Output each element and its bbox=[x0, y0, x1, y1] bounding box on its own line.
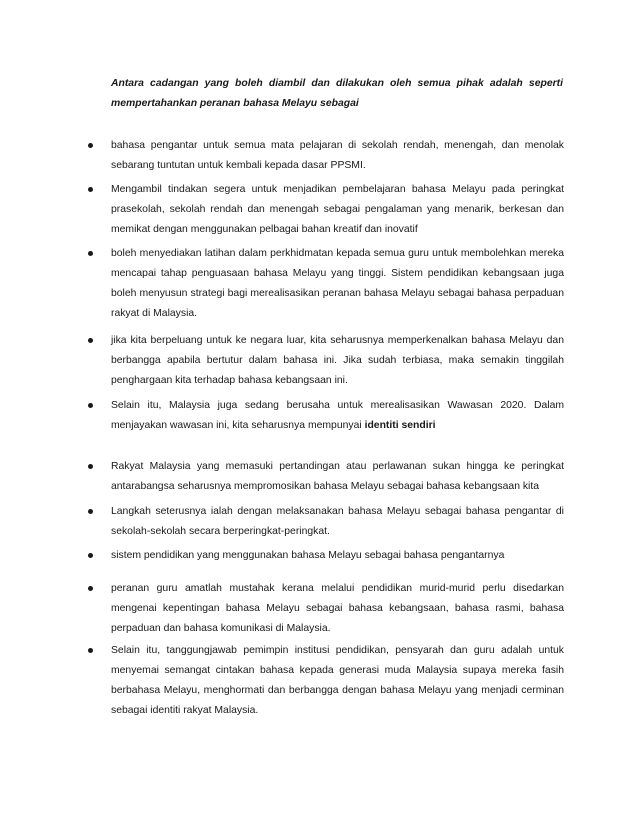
list-item bbox=[88, 641, 564, 721]
list-item bbox=[88, 579, 564, 639]
bullet-icon bbox=[88, 251, 93, 256]
emphasized-phrase: identiti sendiri bbox=[364, 420, 436, 431]
list-item bbox=[88, 136, 564, 176]
bullet-icon bbox=[88, 403, 93, 408]
bullet-icon bbox=[88, 586, 93, 591]
bullet-icon bbox=[88, 648, 93, 653]
list-item bbox=[88, 331, 564, 391]
list-item-text: boleh menyediakan latihan dalam perkhidmatan kepada semua guru untuk membolehkan mereka mencapai tahap penguasaan bahasa Melayu yang tinggi. Sistem pendidikan kebangsaan juga boleh menyusun strategi bagi merealisasikan peranan bahasa Melayu sebagai bahasa perpaduan rakyat di Malaysia. bbox=[111, 248, 564, 319]
list-item-text: bahasa pengantar untuk semua mata pelajaran di sekolah rendah, menengah, dan menolak sebarang tuntutan untuk kembali kepada dasar PPSMI. bbox=[111, 140, 564, 171]
bullet-icon bbox=[88, 143, 93, 148]
list-item bbox=[88, 244, 564, 324]
list-item-text: Rakyat Malaysia yang memasuki pertandingan atau perlawanan sukan hingga ke peringkat antarabangsa seharusnya mempromosikan bahasa Melayu sebagai bahasa kebangsaan kita bbox=[111, 461, 564, 492]
list-item bbox=[88, 457, 564, 497]
list-item bbox=[88, 502, 564, 542]
list-item-text: jika kita berpeluang untuk ke negara luar, kita seharusnya memperkenalkan bahasa Melayu dan berbangga apabila bertutur dalam bahasa ini. Jika sudah terbiasa, maka semakin tinggilah penghargaan kita terhadap bahasa kebangsaan ini. bbox=[111, 335, 564, 386]
bullet-icon bbox=[88, 187, 93, 192]
list-item bbox=[88, 546, 564, 566]
intro-paragraph: Antara cadangan yang boleh diambil dan dilakukan oleh semua pihak adalah seperti mempertahankan peranan bahasa Melayu sebagai bbox=[111, 78, 563, 109]
list-item-text: Langkah seterusnya ialah dengan melaksanakan bahasa Melayu sebagai bahasa pengantar di sekolah-sekolah secara berperingkat-peringkat. bbox=[111, 506, 564, 537]
list-item-text: Selain itu, tanggungjawab pemimpin institusi pendidikan, pensyarah dan guru adalah untuk menyemai semangat cintakan bahasa kepada generasi muda Malaysia supaya mereka fasih berbahasa Melayu, menghormati dan berbangga dengan bahasa Melayu yang menjadi cerminan sebagai identiti rakyat Malaysia. bbox=[111, 645, 564, 716]
list-item-text: peranan guru amatlah mustahak kerana melalui pendidikan murid-murid perlu disedarkan mengenai kepentingan bahasa Melayu sebagai bahasa kebangsaan, bahasa rasmi, bahasa perpaduan dan bahasa komunikasi di Malaysia. bbox=[111, 583, 564, 634]
list-item-text: Mengambil tindakan segera untuk menjadikan pembelajaran bahasa Melayu pada peringkat prasekolah, sekolah rendah dan menengah sebagai pengalaman yang menarik, berkesan dan memikat dengan menggunakan pelbagai bahan kreatif dan inovatif bbox=[111, 184, 564, 235]
bullet-icon bbox=[88, 509, 93, 514]
list-item bbox=[88, 396, 564, 436]
list-item-text-main: Selain itu, Malaysia juga sedang berusaha untuk merealisasikan Wawasan 2020. Dalam menjayakan wawasan ini, kita seharusnya mempunyai bbox=[111, 400, 564, 431]
bullet-icon bbox=[88, 553, 93, 558]
list-item-text: sistem pendidikan yang menggunakan bahasa Melayu sebagai bahasa pengantarnya bbox=[111, 550, 505, 561]
list-item-text bbox=[111, 396, 564, 436]
bullet-icon bbox=[88, 464, 93, 469]
list-item bbox=[88, 180, 564, 240]
bullet-icon bbox=[88, 338, 93, 343]
